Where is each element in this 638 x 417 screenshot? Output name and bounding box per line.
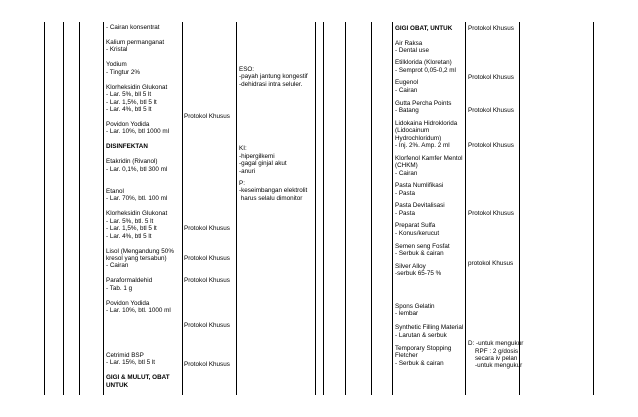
- table-cell-text: - Larutan & serbuk: [395, 331, 447, 339]
- table-cell-text: kresol yang tersabun): [106, 254, 167, 262]
- table-cell-text: Preparat Sulfa: [395, 222, 436, 230]
- table-cell-text: Klorheksidin Glukonat: [106, 83, 168, 91]
- table-cell-text: protokol Khusus: [468, 259, 514, 267]
- table-cell-text: Protokol Khusus: [468, 25, 514, 32]
- table-cell-text: Klorheksidin Glukonat: [106, 210, 168, 218]
- table-cell-text: harus selalu dimonitor: [239, 194, 303, 202]
- table-line: [182, 22, 183, 395]
- table-cell-text: Povidon Yodida: [106, 120, 150, 128]
- table-cell-text: Etakridin (Rivanol): [106, 158, 158, 166]
- table-cell-text: Lisol (Mengandung 50%: [106, 247, 174, 255]
- table-cell-text: Hydrochloridum): [395, 134, 442, 142]
- table-cell-text: - Semprot 0,05-0,2 ml: [395, 66, 456, 74]
- table-line: [44, 22, 45, 395]
- table-cell-text: Synthetic Filling Material: [395, 324, 464, 332]
- table-cell-text: - Lar. 15%, btl 5 lt: [106, 359, 156, 367]
- table-cell-text: Protokol Khusus: [468, 209, 514, 217]
- table-cell-text: - Cairan: [106, 262, 129, 270]
- table-cell-text: - Dental use: [395, 47, 429, 55]
- table-cell-text: Air Raksa: [395, 39, 423, 47]
- table-cell-text: - Lar. 70%, btl. 100 ml: [106, 195, 168, 203]
- table-cell-text: - Serbuk & cairan: [395, 249, 444, 257]
- table-cell-text: -anuri: [239, 167, 256, 175]
- table-cell-text: - Lar. 1,5%, btl 5 lt: [106, 98, 157, 106]
- table-line: [236, 22, 237, 395]
- table-cell-text: - Lar. 1,5%, btl 5 lt: [106, 225, 157, 233]
- table-cell-text: - Lar. 10%, btl. 1000 ml: [106, 307, 171, 315]
- table-cell-text: (CHKM): [395, 162, 418, 170]
- table-cell-text: P:: [239, 179, 245, 187]
- table-cell-text: -payah jantung kongestif: [239, 73, 308, 81]
- table-cell-text: Protokol Khusus: [468, 106, 514, 114]
- table-line: [371, 22, 372, 395]
- table-cell-text: - Tab. 1 g: [106, 284, 133, 292]
- table-cell-text: - Batang: [395, 106, 419, 114]
- table-cell-text: Etanol: [106, 187, 124, 195]
- table-line: [323, 22, 324, 395]
- table-cell-text: - Cairan: [395, 169, 418, 177]
- table-cell-text: -keseimbangan elektrolit: [239, 187, 308, 195]
- table-cell-text: GIGI OBAT, UNTUK: [395, 25, 453, 32]
- table-cell-text: DISINFEKTAN: [106, 143, 148, 151]
- table-cell-text: Spons Gelatin: [395, 302, 435, 310]
- table-cell-text: -gagal ginjal akut: [239, 160, 287, 168]
- table-cell-text: Eugenol: [395, 79, 419, 87]
- table-cell-text: GIGI & MULUT, OBAT: [106, 374, 170, 382]
- table-line: [103, 22, 104, 395]
- table-cell-text: Lidokaina Hidroklorida: [395, 119, 458, 127]
- table-cell-text: Kalium permanganat: [106, 38, 165, 46]
- table-cell-text: Protokol Khusus: [184, 322, 230, 329]
- table-cell-text: - Lar. 4%, btl 5 lt: [106, 105, 152, 113]
- table-line: [519, 22, 520, 395]
- table-line: [63, 22, 64, 395]
- table-cell-text: Yodium: [106, 61, 127, 69]
- table-cell-text: secara iv pelan: [468, 355, 518, 363]
- table-cell-text: -hipergilkemi: [239, 152, 275, 160]
- table-cell-text: Temporary Stopping: [395, 344, 452, 352]
- table-cell-text: Semen seng Fosfat: [395, 242, 450, 250]
- table-cell-text: Gutta Percha Points: [395, 99, 452, 107]
- table-cell-text: - Inj. 2%. Amp. 2 ml: [395, 141, 450, 149]
- table-cell-text: Klorfenol Kamfer Mentol: [395, 154, 463, 162]
- table-cell-text: RPF : 2 g/dosis: [468, 347, 519, 355]
- table-cell-text: - Serbuk & cairan: [395, 359, 444, 367]
- table-cell-text: Cetrimid BSP: [106, 351, 144, 359]
- table-cell-text: -serbuk 65-75 %: [395, 270, 442, 278]
- table-cell-text: - Pasta: [395, 189, 415, 197]
- table-cell-text: Protokol Khusus: [184, 361, 230, 369]
- table-cell-text: KI:: [239, 145, 247, 153]
- table-cell-text: Protokol Khusus: [468, 74, 514, 82]
- table-line: [315, 22, 316, 395]
- table-cell-text: - Cairan: [395, 86, 418, 94]
- table-line: [79, 22, 80, 395]
- table-cell-text: - Lar. 10%, btl 1000 ml: [106, 128, 170, 136]
- table-cell-text: Protokol Khusus: [184, 254, 230, 262]
- table-cell-text: Povidon Yodida: [106, 299, 150, 307]
- table-cell-text: - Kristal: [106, 46, 128, 54]
- table-cell-text: Silver Alloy: [395, 262, 426, 270]
- table-cell-text: - Pasta: [395, 209, 415, 217]
- table-cell-text: ESO:: [239, 65, 255, 73]
- table-cell-text: Fletcher: [395, 352, 418, 360]
- table-cell-text: - Lar. 0,1%, btl 300 ml: [106, 165, 168, 173]
- table-line: [345, 22, 346, 395]
- table-cell-text: D: -untuk mengukur: [468, 340, 524, 348]
- table-line: [593, 22, 594, 395]
- table-cell-text: - Lar. 5%, btl. 5 lt: [106, 217, 154, 225]
- table-cell-text: Pasta Devitalisasi: [395, 202, 445, 210]
- table-cell-text: -dehidrasi intra seluler.: [239, 80, 303, 88]
- table-cell-text: Protokol Khusus: [184, 225, 230, 233]
- table-cell-text: Protokol Khusus: [184, 113, 230, 121]
- table-cell-text: Etilklorida (Kloretan): [395, 59, 452, 67]
- table-cell-text: - Tingtur 2%: [106, 68, 140, 76]
- table-line: [392, 22, 393, 395]
- table-cell-text: Protokol Khusus: [468, 141, 514, 149]
- table-cell-text: UNTUK: [106, 381, 129, 389]
- table-cell-text: - lembar: [395, 310, 419, 318]
- table-cell-text: - Cairan konsentrat: [106, 24, 160, 31]
- table-line: [465, 22, 466, 395]
- table-cell-text: - Lar. 5%, bll 5 lt: [106, 91, 152, 99]
- table-cell-text: Pasta Numlifikasi: [395, 182, 444, 190]
- table-cell-text: -untuk mengukur: [468, 362, 523, 370]
- table-cell-text: Paraformaldehid: [106, 277, 153, 285]
- table-cell-text: Protokol Khusus: [184, 277, 230, 285]
- table-cell-text: - Konus/kerucut: [395, 229, 440, 237]
- table-cell-text: (Lidocainum: [395, 127, 430, 135]
- table-cell-text: - Lar. 4%, btl 5 lt: [106, 232, 152, 240]
